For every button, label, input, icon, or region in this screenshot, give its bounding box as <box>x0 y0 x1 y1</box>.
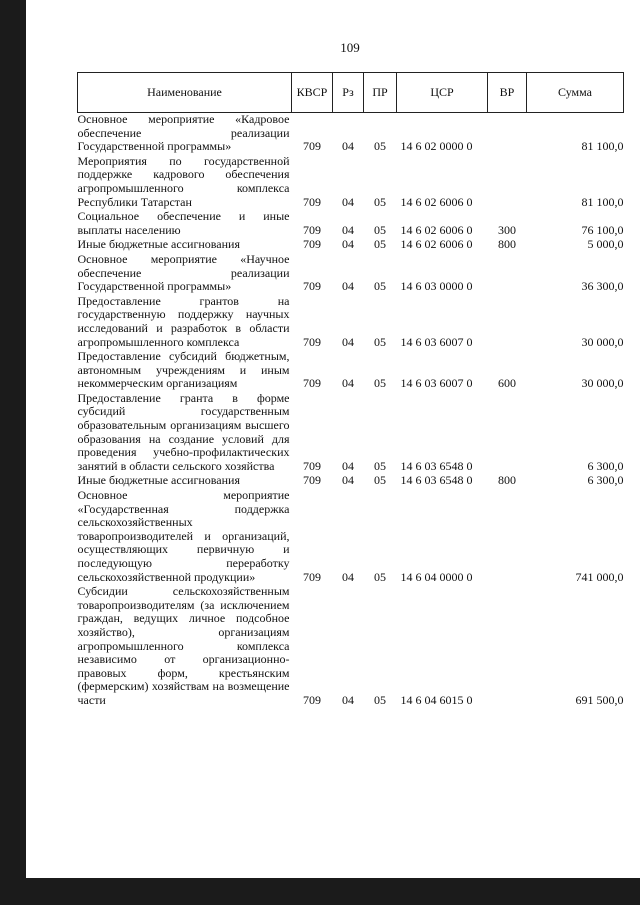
row-csr: 14 6 02 0000 0 <box>400 139 473 154</box>
page-number: 109 <box>340 40 360 55</box>
row-kvsr: 709 <box>303 139 321 154</box>
row-pr: 05 <box>374 458 386 473</box>
row-rz: 04 <box>342 279 354 294</box>
row-csr: 14 6 02 6006 0 <box>400 222 473 237</box>
row-vr <box>488 585 527 708</box>
row-sum: 81 100,0 <box>581 139 624 154</box>
table-row <box>78 295 624 350</box>
row-pr: 05 <box>374 237 386 252</box>
row-csr: 14 6 04 0000 0 <box>400 569 473 584</box>
row-sum: 6 300,0 <box>587 458 624 473</box>
row-sum: 6 300,0 <box>587 473 624 488</box>
row-kvsr: 709 <box>303 279 321 294</box>
row-csr: 14 6 03 6007 0 <box>400 376 473 391</box>
row-vr: 600 <box>498 376 516 391</box>
row-name: Предоставление гранта в форме субсидий государственным образовательным организациям высшего образования на создание условий для проведения учебно-профилактических занятий в области сельского хозяйства <box>77 390 290 473</box>
row-sum: 76 100,0 <box>581 222 624 237</box>
header-kvsr: КВСР <box>292 73 333 113</box>
row-csr: 14 6 04 6015 0 <box>400 692 473 707</box>
row-pr: 05 <box>374 473 386 488</box>
scan-bottom-edge <box>0 878 640 905</box>
row-sum: 36 300,0 <box>581 279 624 294</box>
row-kvsr: 709 <box>303 334 321 349</box>
row-pr: 05 <box>374 194 386 209</box>
table-row <box>78 350 624 392</box>
table-row <box>78 585 624 708</box>
row-rz: 04 <box>342 194 354 209</box>
row-sum: 81 100,0 <box>581 194 624 209</box>
row-rz: 04 <box>342 237 354 252</box>
row-vr <box>488 295 527 350</box>
row-csr: 14 6 03 6007 0 <box>400 334 473 349</box>
row-pr: 05 <box>374 569 386 584</box>
row-vr <box>488 489 527 585</box>
row-name: Основное мероприятие «Научное обеспечение реализации Государственной программы» <box>77 251 290 294</box>
row-vr: 300 <box>498 222 516 237</box>
table-row <box>78 210 624 238</box>
header-rz: Рз <box>333 73 364 113</box>
row-name: Субсидии сельскохозяйственным товаропроизводителям (за исключением граждан, ведущих личное подсобное хозяйство), организациям агропромышленного комплекса независимо от организационно-правовых форм, крестьянским (фермерским) хозяйствам на возмещение части <box>77 584 290 707</box>
row-rz: 04 <box>342 334 354 349</box>
budget-table <box>77 72 624 709</box>
table-row <box>78 155 624 210</box>
row-pr: 05 <box>374 279 386 294</box>
row-kvsr: 709 <box>303 237 321 252</box>
row-name: Иные бюджетные ассигнования <box>77 237 240 252</box>
row-name: Предоставление грантов на государственную поддержку научных исследований и разработок в области агропромышленного комплекса <box>77 293 290 349</box>
row-sum: 741 000,0 <box>575 569 624 584</box>
table-row <box>78 253 624 295</box>
row-pr: 05 <box>374 376 386 391</box>
row-kvsr: 709 <box>303 458 321 473</box>
table-row <box>78 489 624 585</box>
table-row <box>78 474 624 489</box>
row-pr: 05 <box>374 334 386 349</box>
row-kvsr: 709 <box>303 692 321 707</box>
row-name: Основное мероприятие «Государственная поддержка сельскохозяйственных товаропроизводителей и организаций, осуществляющих первичную и последующую переработку сельскохозяйственной продукции» <box>77 488 290 584</box>
row-name: Основное мероприятие «Кадровое обеспечение реализации Государственной программы» <box>77 112 290 154</box>
row-name: Социальное обеспечение и иные выплаты населению <box>77 209 290 237</box>
row-kvsr: 709 <box>303 473 321 488</box>
row-kvsr: 709 <box>303 569 321 584</box>
table-row <box>78 392 624 475</box>
row-sum: 30 000,0 <box>581 334 624 349</box>
header-csr: ЦСР <box>397 73 488 113</box>
row-rz: 04 <box>342 569 354 584</box>
row-rz: 04 <box>342 376 354 391</box>
row-kvsr: 709 <box>303 376 321 391</box>
row-rz: 04 <box>342 222 354 237</box>
row-sum: 691 500,0 <box>575 692 624 707</box>
row-kvsr: 709 <box>303 222 321 237</box>
row-vr <box>488 392 527 475</box>
scan-left-edge <box>0 0 26 905</box>
row-pr: 05 <box>374 222 386 237</box>
row-sum: 5 000,0 <box>587 237 624 252</box>
row-pr: 05 <box>374 139 386 154</box>
table-row <box>78 238 624 253</box>
row-name: Иные бюджетные ассигнования <box>77 473 240 488</box>
row-csr: 14 6 02 6006 0 <box>400 194 473 209</box>
row-pr: 05 <box>374 692 386 707</box>
table-header-row <box>78 73 624 113</box>
header-pr: ПР <box>364 73 397 113</box>
row-vr <box>488 155 527 210</box>
row-vr <box>488 253 527 295</box>
row-rz: 04 <box>342 473 354 488</box>
row-rz: 04 <box>342 139 354 154</box>
header-name: Наименование <box>78 73 292 113</box>
header-vr: ВР <box>488 73 527 113</box>
row-vr <box>488 113 527 155</box>
row-name: Мероприятия по государственной поддержке кадрового обеспечения агропромышленного комплекса Республики Татарстан <box>77 153 290 209</box>
row-vr: 800 <box>498 473 516 488</box>
table-row <box>78 113 624 155</box>
row-csr: 14 6 03 6548 0 <box>400 473 473 488</box>
row-csr: 14 6 03 0000 0 <box>400 279 473 294</box>
row-csr: 14 6 03 6548 0 <box>400 458 473 473</box>
row-rz: 04 <box>342 692 354 707</box>
row-name: Предоставление субсидий бюджетным, автономным учреждениям и иным некоммерческим организациям <box>77 349 290 391</box>
header-sum: Сумма <box>527 73 624 113</box>
row-sum: 30 000,0 <box>581 376 624 391</box>
row-csr: 14 6 02 6006 0 <box>400 237 473 252</box>
row-vr: 800 <box>498 237 516 252</box>
row-kvsr: 709 <box>303 194 321 209</box>
row-rz: 04 <box>342 458 354 473</box>
